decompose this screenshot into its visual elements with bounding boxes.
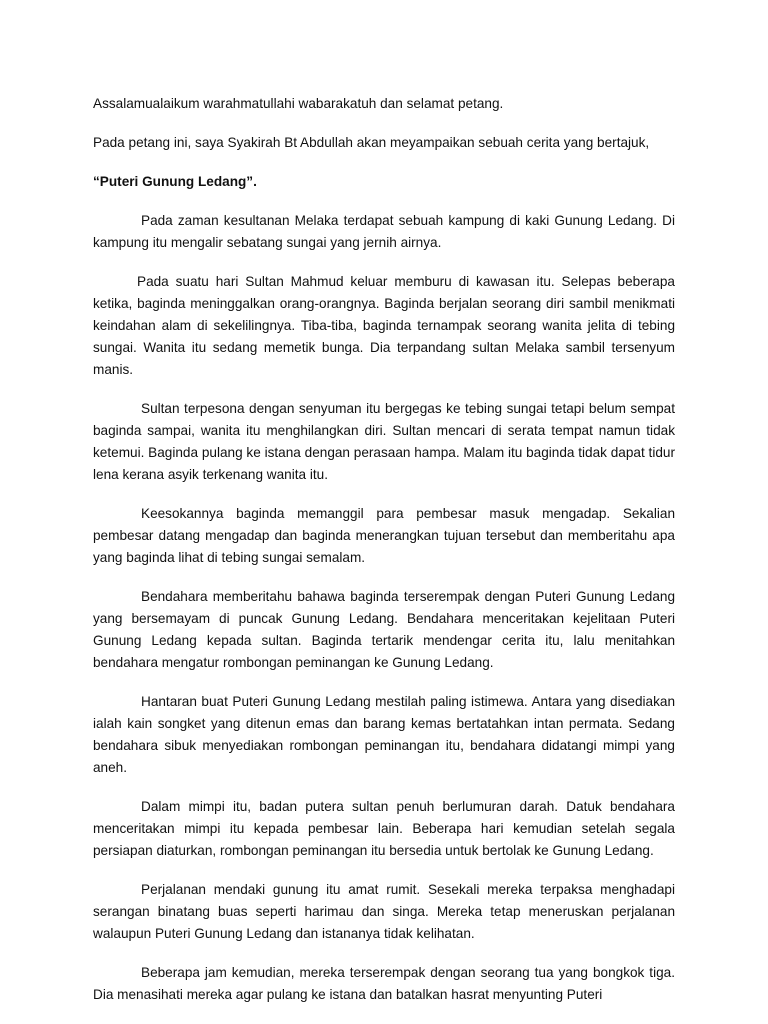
document-page: [93, 93, 675, 1023]
intro-line: Pada petang ini, saya Syakirah Bt Abdullah akan meyampaikan sebuah cerita yang bertajuk,: [93, 135, 650, 150]
story-paragraph-6: Hantaran buat Puteri Gunung Ledang mestilah paling istimewa. Antara yang disediakan ialah kain songket yang ditenun emas dan barang kemas bertatahkan intan permata. Sedang bendahara sibuk menyediakan rombongan peminangan itu, bendahara didatangi mimpi yang aneh.: [93, 694, 675, 775]
story-paragraph-2: Pada suatu hari Sultan Mahmud keluar memburu di kawasan itu. Selepas beberapa ketika, baginda meninggalkan orang-orangnya. Baginda berjalan seorang diri sambil menikmati keindahan alam di sekelilingnya. Tiba-tiba, baginda ternampak seorang wanita jelita di tebing sungai. Wanita itu sedang memetik bunga. Dia terpandang sultan Melaka sambil tersenyum manis.: [93, 274, 675, 377]
story-paragraph-7: Dalam mimpi itu, badan putera sultan penuh berlumuran darah. Datuk bendahara menceritakan mimpi itu kepada pembesar lain. Beberapa hari kemudian setelah segala persiapan diaturkan, rombongan peminangan itu bersedia untuk bertolak ke Gunung Ledang.: [93, 799, 675, 858]
story-paragraph-9: Beberapa jam kemudian, mereka terserempak dengan seorang tua yang bongkok tiga. Dia menasihati mereka agar pulang ke istana dan batalkan hasrat menyunting Puteri: [93, 965, 675, 1002]
story-paragraph-8: Perjalanan mendaki gunung itu amat rumit. Sesekali mereka terpaksa menghadapi serangan binatang buas seperti harimau dan singa. Mereka tetap meneruskan perjalanan walaupun Puteri Gunung Ledang dan istananya tidak kelihatan.: [93, 882, 675, 941]
story-paragraph-5: Bendahara memberitahu bahawa baginda terserempak dengan Puteri Gunung Ledang yang bersemayam di puncak Gunung Ledang. Bendahara menceritakan kejelitaan Puteri Gunung Ledang kepada sultan. Baginda tertarik mendengar cerita itu, lalu menitahkan bendahara mengatur rombongan peminangan ke Gunung Ledang.: [93, 589, 675, 670]
story-title: “Puteri Gunung Ledang”.: [93, 174, 257, 189]
greeting-line: Assalamualaikum warahmatullahi wabarakatuh dan selamat petang.: [93, 96, 504, 111]
story-paragraph-4: Keesokannya baginda memanggil para pembesar masuk mengadap. Sekalian pembesar datang mengadap dan baginda menerangkan tujuan tersebut dan memberitahu apa yang baginda lihat di tebing sungai semalam.: [93, 506, 675, 565]
story-paragraph-3: Sultan terpesona dengan senyuman itu bergegas ke tebing sungai tetapi belum sempat baginda sampai, wanita itu menghilangkan diri. Sultan mencari di serata tempat namun tidak ketemui. Baginda pulang ke istana dengan perasaan hampa. Malam itu baginda tidak dapat tidur lena kerana asyik terkenang wanita itu.: [93, 401, 675, 482]
story-paragraph-1: Pada zaman kesultanan Melaka terdapat sebuah kampung di kaki Gunung Ledang. Di kampung itu mengalir sebatang sungai yang jernih airnya.: [93, 213, 675, 250]
